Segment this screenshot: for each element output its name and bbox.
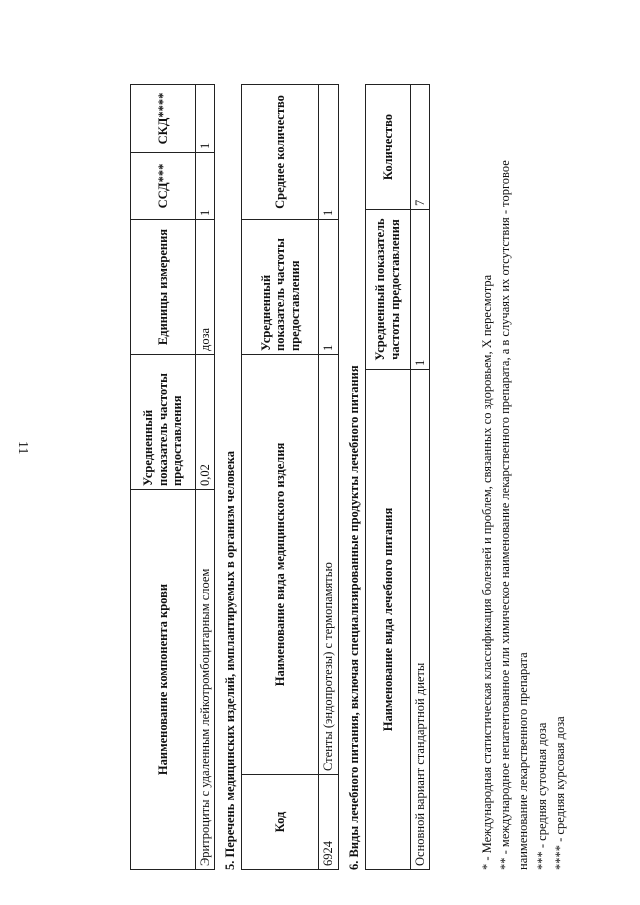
cell-quantity: 7 — [410, 85, 429, 210]
footnotes — [478, 85, 569, 870]
cell-frequency: 0,02 — [196, 355, 215, 490]
table-header-row — [365, 85, 410, 870]
header-frequency: Усредненный показатель частоты предоставления — [242, 220, 319, 355]
cell-code: 6924 — [319, 775, 338, 870]
header-avg-quantity: Среднее количество — [242, 85, 319, 220]
header-device-name: Наименование вида медицинского изделия — [242, 355, 319, 775]
page-number: 11 — [15, 441, 30, 455]
footnote-3: *** - средняя суточная доза — [534, 722, 549, 870]
cell-ssd: 1 — [196, 153, 215, 220]
table-row — [196, 85, 215, 870]
header-frequency: Усредненный показатель частоты предоставления — [131, 355, 196, 490]
cell-avg-quantity: 1 — [319, 85, 338, 220]
footnote-4: **** - средняя курсовая доза — [552, 716, 567, 870]
cell-device-name: Стенты (эндопротезы) с термопамятью — [319, 355, 338, 775]
footnote-2: ** - международное непатентованное или химическое наименование лекарственного препарата, а в случаях их отсутствия - торговое наименование лекарственного препарата — [498, 160, 531, 870]
header-quantity: Количество — [365, 85, 410, 210]
section5-title: 5. Перечень медицинских изделий, имплантируемых в организм человека — [223, 451, 238, 870]
cell-units: доза — [196, 220, 215, 355]
header-frequency: Усредненный показатель частоты предоставления — [365, 210, 410, 370]
header-code: Код — [242, 775, 319, 870]
table-header-row — [131, 85, 196, 870]
header-skd: СКД**** — [131, 85, 196, 153]
header-ssd: ССД*** — [131, 153, 196, 220]
cell-skd: 1 — [196, 85, 215, 153]
header-nutrition-type: Наименование вида лечебного питания — [365, 370, 410, 870]
header-blood-component: Наименование компонента крови — [131, 490, 196, 870]
cell-frequency: 1 — [410, 210, 429, 370]
header-units: Единицы измерения — [131, 220, 196, 355]
cell-component: Эритроциты с удаленным лейкотромбоцитарным слоем — [196, 490, 215, 870]
therapeutic-nutrition-table — [365, 84, 430, 870]
cell-nutrition-type: Основной вариант стандартной диеты — [410, 370, 429, 870]
rotated-page-content — [130, 20, 569, 870]
medical-devices-table — [241, 84, 338, 870]
footnote-1: * - Международная статистическая классификация болезней и проблем, связанных со здоровьем, X пересмотра — [480, 274, 495, 870]
section6-title: 6. Виды лечебного питания, включая специализированные продукты лечебного питания — [346, 365, 361, 870]
table-row — [319, 85, 338, 870]
cell-frequency: 1 — [319, 220, 338, 355]
table-row — [410, 85, 429, 870]
table-header-row — [242, 85, 319, 870]
blood-components-table — [130, 84, 215, 870]
